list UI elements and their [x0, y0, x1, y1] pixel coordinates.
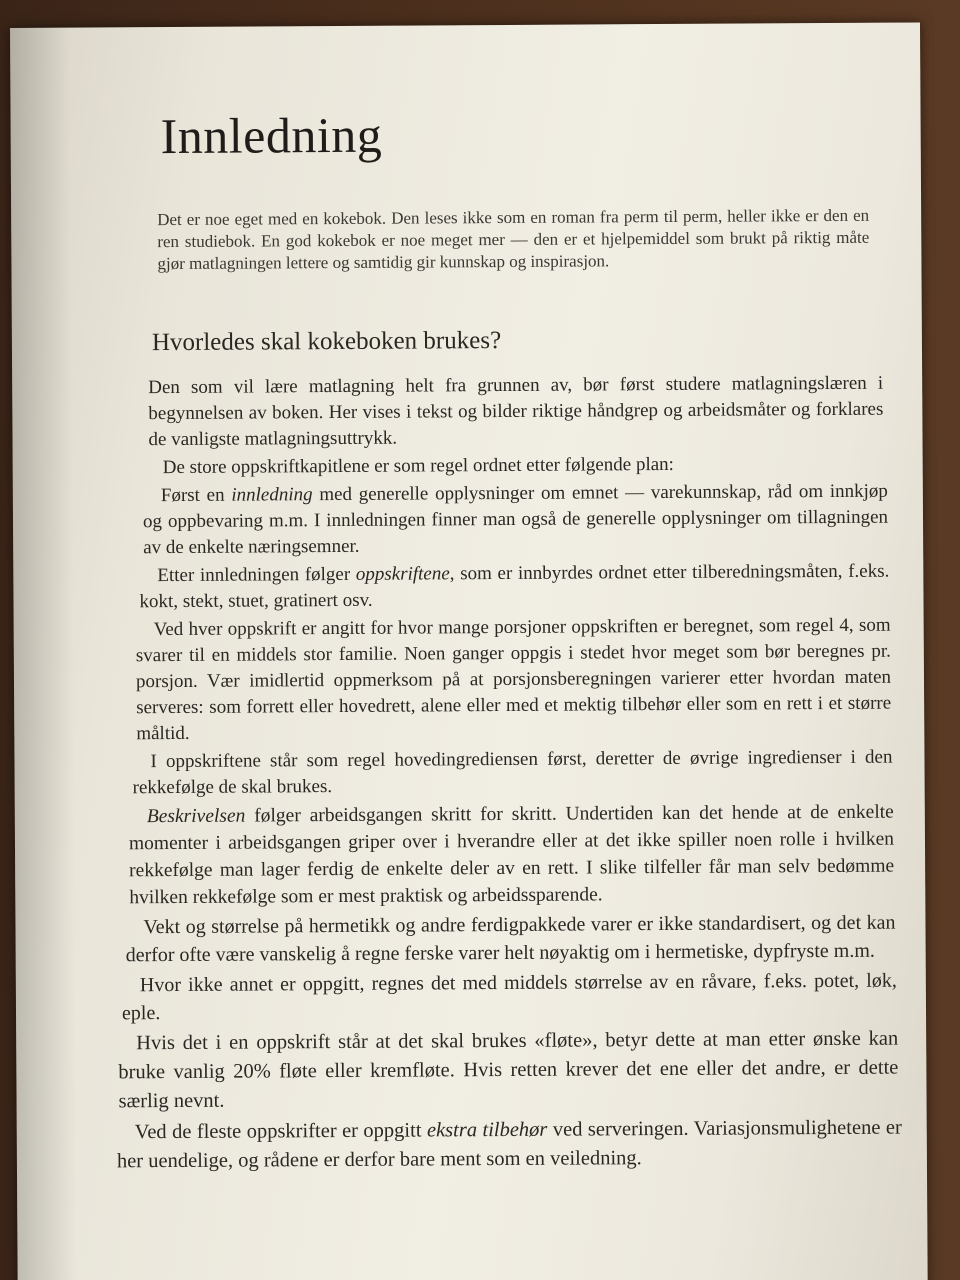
paragraph-3-rest: med generelle opplysninger om emnet — varekunnskap, råd om innkjøp og oppbevaring m.m. I innledningen finner man også de generelle opplysninger om tillagningen av de enkelte næringsemner.: [142, 480, 889, 559]
paragraph-2: De store oppskriftkapitlene er som regel ordnet etter følgende plan:: [162, 453, 674, 479]
paragraph-4-start: Etter innledningen følger: [157, 563, 356, 587]
paragraph-1: Den som vil lære matlagning helt fra grunnen av, bør først studere matlagningslæren i begynnelsen av boken. Her vises i tekst og bilder riktige håndgrep og arbeidsmåter og forklares de vanligste matlagningsuttrykk.: [148, 372, 884, 451]
paragraph-11-start: Ved de fleste oppskrifter er oppgitt: [134, 1119, 427, 1144]
paragraph-10: Hvis det i en oppskrift står at det skal brukes «fløte», betyr dette at man etter ønske kan bruke vanlig 20% fløte eller kremfløte. Hvis retten krever det ene eller det andre, er dette særlig nevnt.: [118, 1027, 899, 1113]
paragraph-9: Hvor ikke annet er oppgitt, regnes det med middels størrelse av en råvare, f.eks. potet, løk, eple.: [121, 969, 897, 1025]
page-content: [116, 103, 902, 1179]
book-page: [10, 22, 928, 1280]
paragraph-8: Vekt og størrelse på hermetikk og andre ferdigpakkede varer er ikke standardisert, og det kan derfor ofte være vanskelig å regne ferske varer helt nøyaktig om i hermetiske, dypfryste m.m.: [125, 911, 896, 967]
paragraph-11-rest: ved serveringen. Variasjonsmulighetene er her uendelige, og rådene er derfor bare ment som en veiledning.: [116, 1116, 902, 1173]
body-text: [116, 371, 902, 1177]
paragraph-6: I oppskriftene står som regel hovedingrediensen først, deretter de øvrige ingredienser i den rekkefølge de skal brukes.: [132, 746, 893, 799]
paragraph-4: [139, 559, 889, 616]
paragraph-3-start: Først en: [160, 484, 232, 507]
paragraph-11: [117, 1114, 902, 1177]
emphasis-ekstra-tilbehor: ekstra tilbehør: [426, 1118, 548, 1142]
emphasis-innledning: innledning: [231, 484, 313, 506]
emphasis-oppskriftene: oppskriftene: [355, 563, 450, 585]
paragraph-4-rest: , som er innbyrdes ordnet etter tilberedningsmåten, f.eks. kokt, stekt, stuet, gratinert osv.: [139, 560, 890, 613]
paragraph-7: [129, 799, 895, 912]
section-heading: Hvorledes skal kokeboken brukes?: [151, 327, 502, 357]
paragraph-3: [143, 479, 888, 562]
emphasis-beskrivelsen: Beskrivelsen: [146, 805, 246, 828]
paragraph-5: Ved hver oppskrift er angitt for hvor mange porsjoner oppskriften er beregnet, som regel 4, som svarer til en middels stor familie. Noen ganger oppgis i stedet hvor meget som bør beregnes pr. porsjon. Vær imidlertid oppmerksom på at porsjonsberegningen varierer etter hvordan maten serveres: som forrett eller hovedrett, alene eller med et mektig tilbehør eller som en rett i et større måltid.: [135, 614, 892, 745]
page-title: Innledning: [160, 106, 383, 165]
intro-paragraph: Det er noe eget med en kokebok. Den leses ikke som en roman fra perm til perm, heller ikke er den en ren studiebok. En god kokebok er noe meget mer — den er et hjelpemiddel som brukt på riktig måte gjør matlagningen lettere og samtidig gir kunnskap og inspirasjon.: [157, 205, 870, 274]
paragraph-7-rest: følger arbeidsgangen skritt for skritt. Undertiden kan det hende at de enkelte momenter i arbeidsgangen griper over i hverandre eller at det ikke spiller noen rolle i hvilken rekkefølge man lager ferdig de enkelte deler av en rett. I slike tilfeller får man selv bedømme hvilken rekkefølge som er mest praktisk og arbeidssparende.: [128, 801, 895, 909]
